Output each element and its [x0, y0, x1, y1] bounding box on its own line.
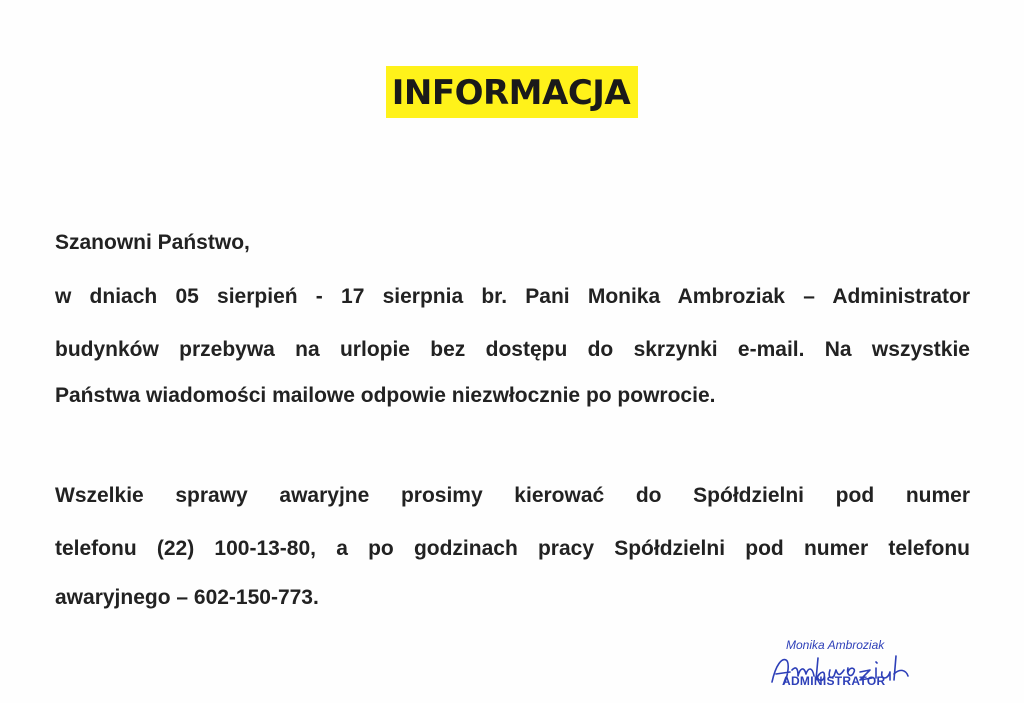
title-container — [0, 66, 1024, 118]
paragraph-1-line-1: w dniach 05 sierpień - 17 sierpnia br. Pani Monika Ambroziak – Administrator — [55, 285, 970, 308]
administrator-stamp — [768, 638, 918, 694]
paragraph-1-line-2: budynków przebywa na urlopie bez dostępu do skrzynki e-mail. Na wszystkie — [55, 338, 970, 361]
paragraph-2-line-2: telefonu (22) 100-13-80, a po godzinach pracy Spółdzielni pod numer telefonu — [55, 537, 970, 560]
paragraph-1-line-3: Państwa wiadomości mailowe odpowie niezwłocznie po powrocie. — [55, 384, 716, 407]
greeting: Szanowni Państwo, — [55, 231, 250, 254]
paragraph-2-line-3: awaryjnego – 602-150-773. — [55, 586, 319, 609]
stamp-name: Monika Ambroziak — [786, 638, 885, 652]
document-title: INFORMACJA — [386, 66, 638, 118]
stamp-role: ADMINISTRATOR — [782, 674, 886, 688]
paragraph-2-line-1: Wszelkie sprawy awaryjne prosimy kierować do Spółdzielni pod numer — [55, 484, 970, 507]
